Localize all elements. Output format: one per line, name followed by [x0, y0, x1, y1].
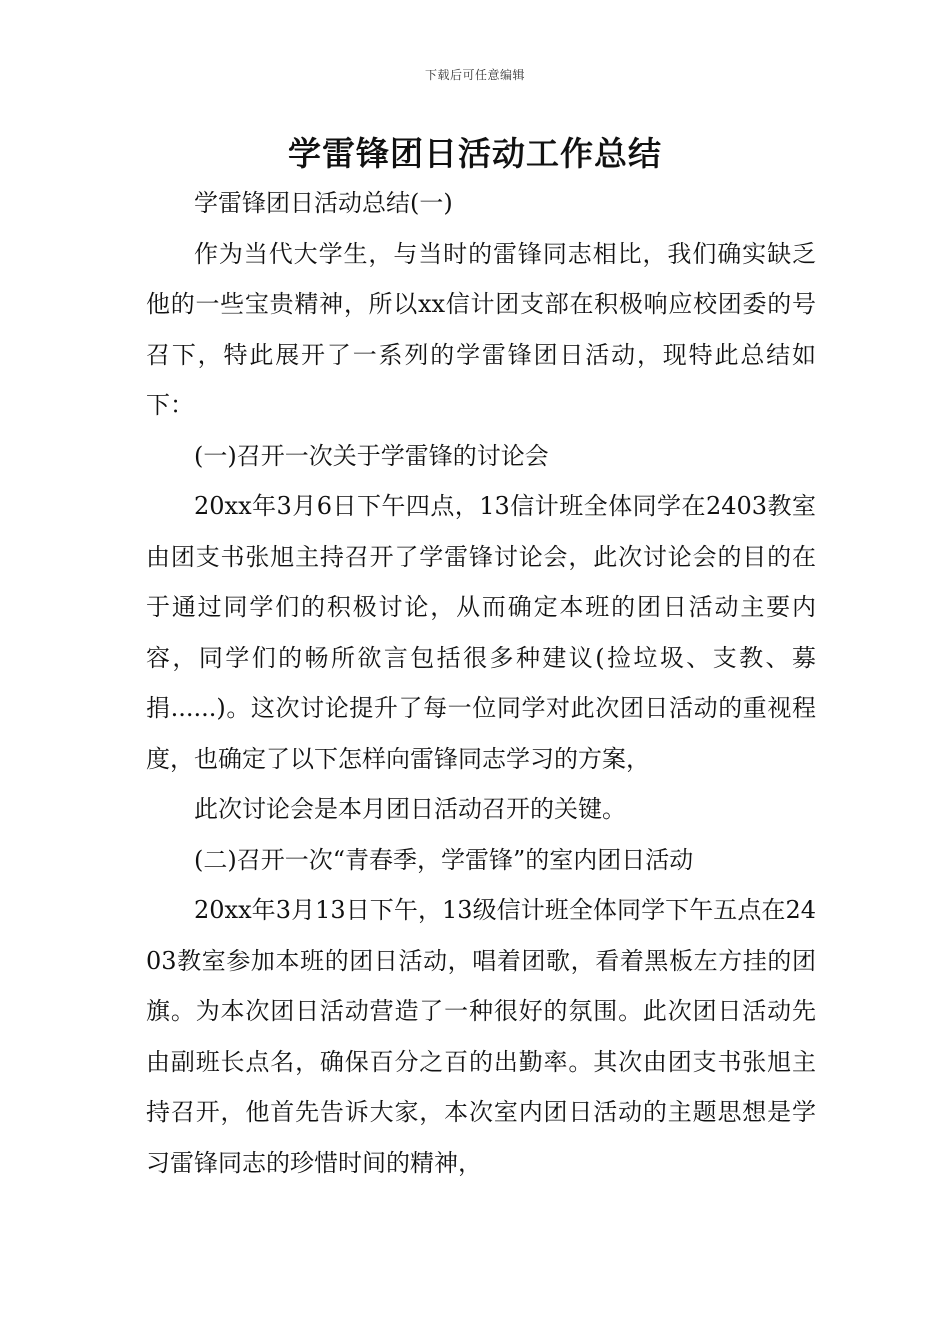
- discussion-paragraph: 20xx年3月6日下午四点，13信计班全体同学在2403教室由团支书张旭主持召开了学雷锋讨论会，此次讨论会的目的在于通过同学们的积极讨论，从而确定本班的团日活动主要内容，同学们的畅所欲言包括很多种建议(捡垃圾、支教、募捐......)。这次讨论提升了每一位同学对此次团日活动的重视程度，也确定了以下怎样向雷锋同志学习的方案，: [146, 492, 816, 773]
- section-heading-2: (二)召开一次“青春季，学雷锋”的室内团日活动: [194, 845, 694, 874]
- document-body: [146, 178, 816, 1188]
- section-heading-1: (一)召开一次关于学雷锋的讨论会: [194, 441, 549, 470]
- document-title: 学雷锋团日活动工作总结: [288, 134, 662, 173]
- intro-paragraph: 作为当代大学生，与当时的雷锋同志相比，我们确实缺乏他的一些宝贵精神，所以xx信计团支部在积极响应校团委的号召下，特此展开了一系列的学雷锋团日活动，现特此总结如下：: [146, 239, 816, 419]
- section-subtitle: 学雷锋团日活动总结(一): [194, 189, 453, 217]
- discussion-conclusion: 此次讨论会是本月团日活动召开的关键。: [194, 795, 626, 823]
- header-note: 下载后可任意编辑: [424, 68, 525, 82]
- activity-paragraph: 20xx年3月13日下午，13级信计班全体同学下午五点在2403教室参加本班的团日活动，唱着团歌，看着黑板左方挂的团旗。为本次团日活动营造了一种很好的氛围。此次团日活动先由副班长点名，确保百分之百的出勤率。其次由团支书张旭主持召开，他首先告诉大家，本次室内团日活动的主题思想是学习雷锋同志的珍惜时间的精神，: [146, 896, 816, 1177]
